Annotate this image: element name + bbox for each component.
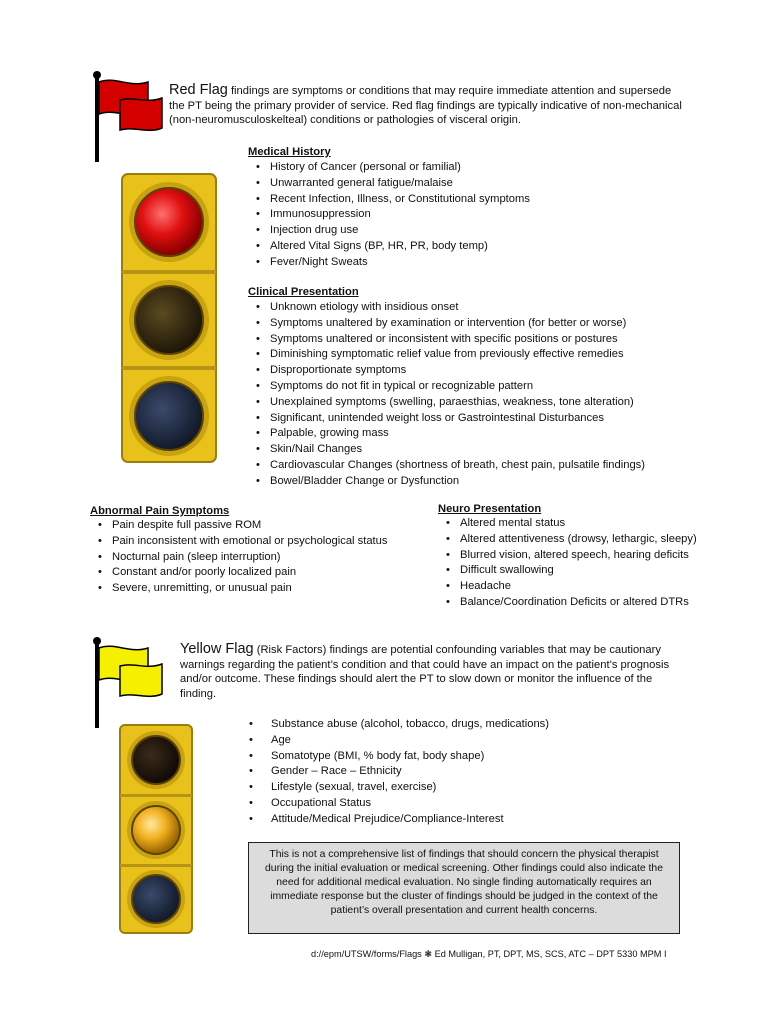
- list-item: • Bowel/Bladder Change or Dysfunction: [248, 474, 645, 490]
- list-item: • Pain despite full passive ROM: [90, 518, 387, 534]
- abnormal-pain-list: [90, 518, 387, 597]
- list-item: • Substance abuse (alcohol, tobacco, drugs, medications): [249, 717, 549, 733]
- list-item: • Unknown etiology with insidious onset: [248, 300, 645, 316]
- list-item: • Nocturnal pain (sleep interruption): [90, 550, 387, 566]
- clinical-presentation-heading: Clinical Presentation: [248, 286, 359, 298]
- red-flag-lead: Red Flag: [169, 82, 228, 98]
- traffic-light-yellow-image: [117, 722, 197, 937]
- list-item: • Symptoms unaltered or inconsistent with specific positions or postures: [248, 332, 645, 348]
- list-item: • Palpable, growing mass: [248, 426, 645, 442]
- list-item: • Significant, unintended weight loss or Gastrointestinal Disturbances: [248, 411, 645, 427]
- page-footer: d://epm/UTSW/forms/Flags ❃ Ed Mulligan, PT, DPT, MS, SCS, ATC – DPT 5330 MPM I: [311, 949, 667, 959]
- list-item: • Disproportionate symptoms: [248, 363, 645, 379]
- list-item: • Diminishing symptomatic relief value from previously effective remedies: [248, 347, 645, 363]
- medical-history-list: [248, 160, 530, 271]
- list-item: • Symptoms unaltered by examination or intervention (for better or worse): [248, 316, 645, 332]
- list-item: • Cardiovascular Changes (shortness of breath, chest pain, pulsatile findings): [248, 458, 645, 474]
- list-item: • Headache: [438, 579, 697, 595]
- list-item: • History of Cancer (personal or familial): [248, 160, 530, 176]
- abnormal-pain-heading: Abnormal Pain Symptoms: [90, 505, 230, 517]
- list-item: • Somatotype (BMI, % body fat, body shape): [249, 749, 549, 765]
- list-item: • Constant and/or poorly localized pain: [90, 565, 387, 581]
- yellow-flag-lead: Yellow Flag: [180, 641, 254, 657]
- list-item: • Occupational Status: [249, 796, 549, 812]
- list-item: • Difficult swallowing: [438, 563, 697, 579]
- list-item: • Fever/Night Sweats: [248, 255, 530, 271]
- list-item: • Altered mental status: [438, 516, 697, 532]
- yellow-flag-intro-text: (Risk Factors) findings are potential confounding variables that may be cautionary warnings regarding the patient’s condition and that could have an impact on the patient’s prognosis and/or outcome. These findings should alert the PT to slow down or monitor the influence of the finding.: [180, 644, 670, 700]
- list-item: • Unexplained symptoms (swelling, paraesthias, weakness, tone alteration): [248, 395, 645, 411]
- clinical-presentation-list: [248, 300, 645, 490]
- list-item: • Blurred vision, altered speech, hearing deficits: [438, 548, 697, 564]
- list-item: • Age: [249, 733, 549, 749]
- list-item: • Altered attentiveness (drowsy, lethargic, sleepy): [438, 532, 697, 548]
- list-item: • Attitude/Medical Prejudice/Compliance-Interest: [249, 812, 549, 828]
- neuro-presentation-list: [438, 516, 697, 611]
- list-item: • Symptoms do not fit in typical or recognizable pattern: [248, 379, 645, 395]
- red-flag-intro: [169, 83, 689, 128]
- list-item: • Lifestyle (sexual, travel, exercise): [249, 780, 549, 796]
- list-item: • Balance/Coordination Deficits or altered DTRs: [438, 595, 697, 611]
- yellow-flag-list: [249, 717, 549, 828]
- list-item: • Skin/Nail Changes: [248, 442, 645, 458]
- disclaimer-note: This is not a comprehensive list of findings that should concern the physical therapist during the initial evaluation or medical screening. Other findings could also indicate the need for additional medical evaluation. No single finding automatically requires an immediate response but the cluster of findings should be judged in the context of the patient’s overall presentation and current health concerns.: [248, 842, 680, 934]
- yellow-flag-icon: [90, 636, 170, 731]
- list-item: • Pain inconsistent with emotional or psychological status: [90, 534, 387, 550]
- list-item: • Severe, unremitting, or unusual pain: [90, 581, 387, 597]
- yellow-flag-intro: [180, 642, 670, 701]
- medical-history-heading: Medical History: [248, 146, 331, 158]
- red-flag-icon: [90, 70, 170, 165]
- neuro-presentation-heading: Neuro Presentation: [438, 503, 542, 515]
- list-item: • Recent Infection, Illness, or Constitutional symptoms: [248, 192, 530, 208]
- list-item: • Unwarranted general fatigue/malaise: [248, 176, 530, 192]
- list-item: • Gender – Race – Ethnicity: [249, 764, 549, 780]
- list-item: • Immunosuppression: [248, 207, 530, 223]
- list-item: • Injection drug use: [248, 223, 530, 239]
- traffic-light-red-image: [118, 170, 223, 470]
- red-flag-intro-text: findings are symptoms or conditions that may require immediate attention and supersede the PT being the primary provider of service. Red flag findings are typically indicative of non-mechanical (non-neuromusculoskelteal) conditions or pathologies of visceral origin.: [169, 85, 682, 127]
- list-item: • Altered Vital Signs (BP, HR, PR, body temp): [248, 239, 530, 255]
